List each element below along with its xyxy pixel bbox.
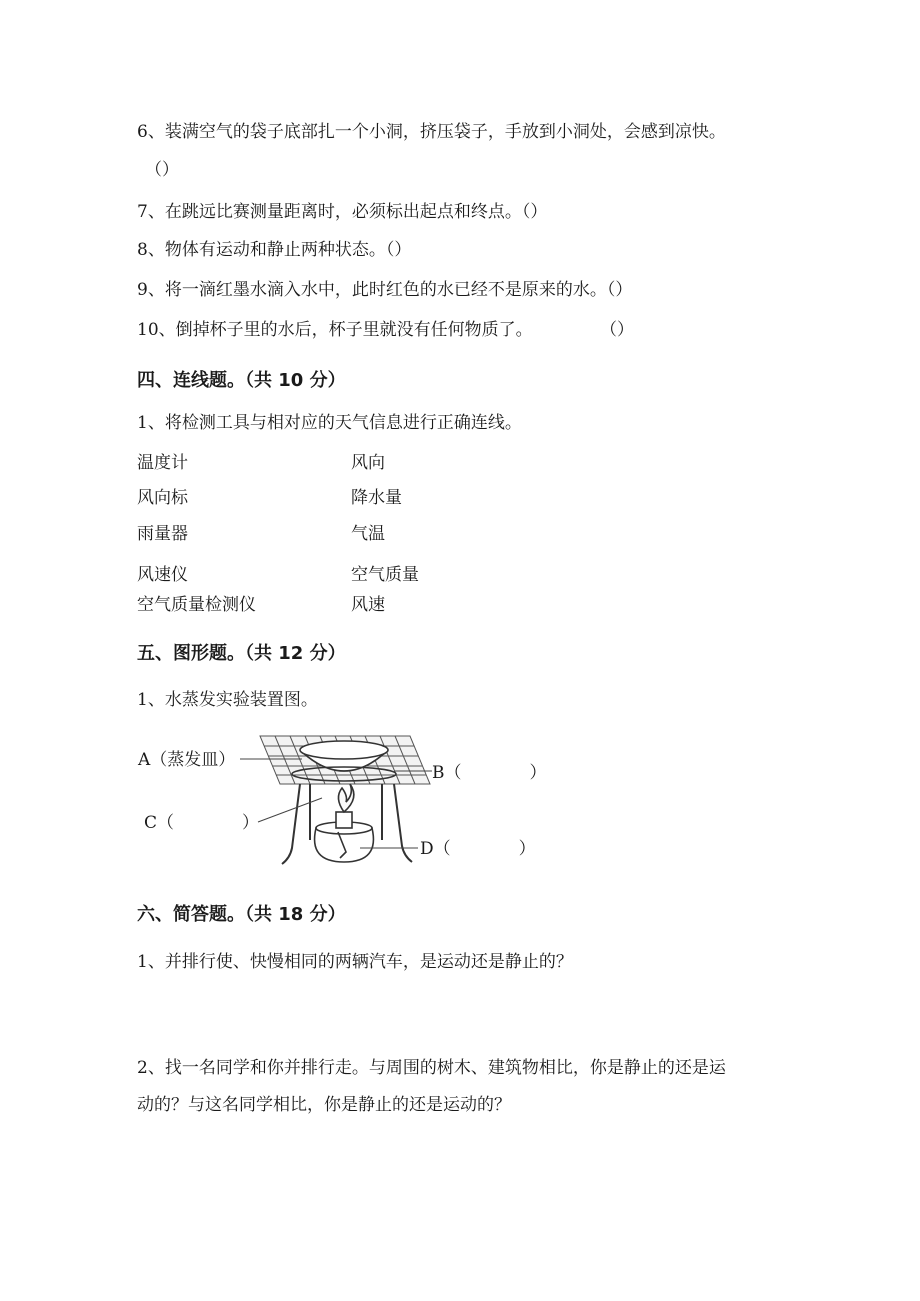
question-9-text: 9、将一滴红墨水滴入水中，此时红色的水已经不是原来的水。（）: [137, 280, 633, 300]
label-a: A（蒸发皿）: [138, 750, 236, 770]
question-6-text: 6、装满空气的袋子底部扎一个小洞，挤压袋子，手放到小洞处，会感到凉快。: [137, 122, 726, 142]
section-4-question-1: 1、将检测工具与相对应的天气信息进行正确连线。: [137, 413, 522, 433]
weather-info-item[interactable]: 气温: [351, 524, 385, 544]
section-6-question-1: 1、并排行使、快慢相同的两辆汽车，是运动还是静止的？: [137, 952, 573, 972]
section-6-question-2-line-2: 动的？与这名同学相比，你是静止的还是运动的？: [137, 1095, 511, 1115]
section-5-question-1: 1、水蒸发实验装置图。: [137, 690, 318, 710]
weather-info-item[interactable]: 风向: [351, 453, 385, 473]
question-10-text: 10、倒掉杯子里的水后，杯子里就没有任何物质了。: [137, 320, 533, 340]
alcohol-lamp: [315, 784, 374, 862]
tool-item[interactable]: 风速仪: [137, 565, 188, 585]
label-d: D（ ）: [420, 839, 536, 859]
tool-item[interactable]: 风向标: [137, 488, 188, 508]
leader-line-c: [258, 798, 322, 822]
tool-item[interactable]: 温度计: [137, 453, 188, 473]
question-7-text: 7、在跳远比赛测量距离时，必须标出起点和终点。（）: [137, 202, 548, 222]
section-5-heading: 五、图形题。（共 12 分）: [137, 643, 346, 664]
section-6-question-2-line-1: 2、找一名同学和你并排行走。与周围的树木、建筑物相比，你是静止的还是运: [137, 1058, 726, 1078]
tool-item[interactable]: 空气质量检测仪: [137, 595, 256, 615]
label-b: B（ ）: [432, 763, 547, 783]
question-10-answer-blank[interactable]: （）: [600, 320, 634, 340]
weather-info-item[interactable]: 风速: [351, 595, 385, 615]
weather-info-item[interactable]: 空气质量: [351, 565, 419, 585]
evaporation-apparatus-diagram: [132, 728, 552, 874]
question-6-answer-blank[interactable]: （）: [145, 160, 179, 180]
label-c: C（ ）: [144, 813, 260, 833]
tool-item[interactable]: 雨量器: [137, 524, 188, 544]
section-4-heading: 四、连线题。（共 10 分）: [137, 370, 346, 391]
section-6-heading: 六、简答题。（共 18 分）: [137, 904, 346, 925]
question-8-text: 8、物体有运动和静止两种状态。（）: [137, 240, 412, 260]
weather-info-item[interactable]: 降水量: [351, 488, 402, 508]
